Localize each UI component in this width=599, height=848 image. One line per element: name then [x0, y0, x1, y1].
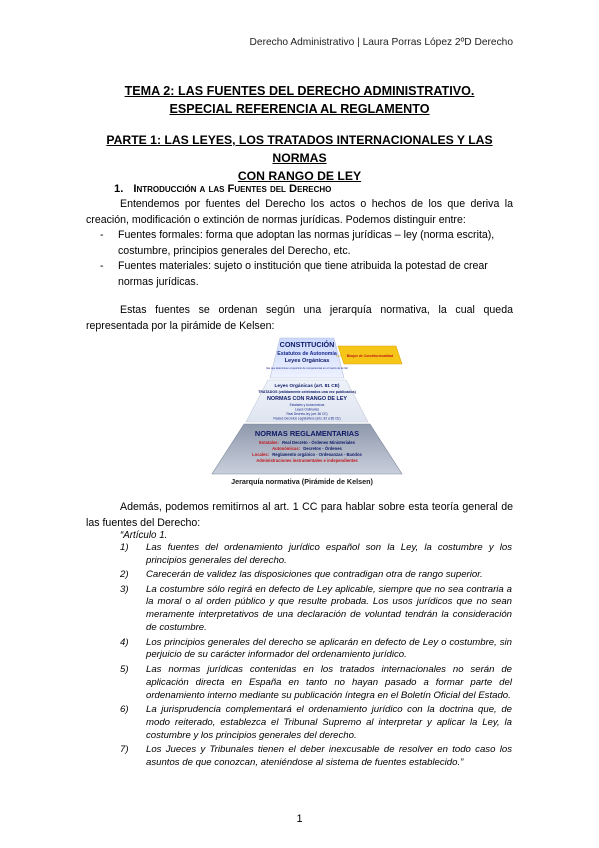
article-item-number: 3) — [120, 583, 129, 595]
list-item — [120, 637, 512, 663]
article-item-text: Carecerán de validez las disposiciones que contradigan otra de rango superior. — [146, 569, 483, 581]
list-item — [120, 584, 512, 636]
section-heading — [114, 183, 331, 195]
part-title-line-2: CON RANGO DE LEY — [237, 169, 362, 183]
article-heading: “Artículo 1. — [120, 530, 168, 541]
article-item-text: La costumbre sólo regirá en defecto de Ley aplicable, siempre que no sea contraria a la moral o al orden público y que resulte probada. Los usos jurídicos que no sean meramente interpretativos de una declaración de voluntad tendrán la consideración de costumbre. — [146, 583, 512, 634]
article-item-number: 2) — [120, 569, 129, 581]
article-item-text: La jurisprudencia complementará el ordenamiento jurídico con la doctrina que, de modo reiterado, establezca el Tribunal Supremo al interpretar y aplicar la Ley, la costumbre y los principios generales del derecho. — [146, 703, 512, 741]
pyramid-mid-sub4: Reales Decretos Legislativos (arts. 82 a 85 CE) — [273, 416, 341, 421]
pyramid-bottom-line3 — [252, 452, 362, 457]
article-item-text: Los Jueces y Tribunales tienen el deber inexcusable de resolver en todo caso los asuntos de que conozcan, ateniéndose al sistema de fuentes establecido.” — [146, 743, 512, 768]
pyramid-bottom-line1-key: Estatales: — [259, 440, 279, 445]
pyramid-mid-sub2: Leyes Ordinarias — [294, 407, 320, 412]
list-item — [100, 228, 513, 259]
list-item — [120, 664, 512, 703]
article-item-text: Los principios generales del derecho se aplicarán en defecto de Ley o costumbre, sin perjuicio de su carácter informador del ordenamiento jurídico. — [146, 636, 512, 661]
running-header: Derecho Administrativo | Laura Porras López 2ºD Derecho — [249, 37, 513, 48]
list-item — [120, 704, 512, 743]
pyramid-bottom-line2 — [272, 446, 342, 451]
list-item — [120, 744, 512, 770]
hierarchy-paragraph: Estas fuentes se ordenan según una jerarquía normativa, la cual queda representada por la pirámide de Kelsen: — [86, 304, 513, 332]
list-item — [120, 569, 512, 582]
article-item-number: 4) — [120, 636, 129, 648]
pyramid-badge-label: Bloque de Constitucionalidad — [346, 354, 394, 358]
pyramid-caption: Jerarquía normativa (Pirámide de Kelsen) — [231, 477, 373, 486]
pyramid-mid-title: NORMAS CON RANGO DE LEY — [267, 396, 347, 402]
part-title — [86, 131, 513, 185]
pyramid-bottom-line2-key: Autonómicas: — [272, 446, 301, 451]
article-item-text: Las fuentes del ordenamiento jurídico español son la Ley, la costumbre y los principios generales del derecho. — [146, 542, 512, 566]
list-item — [120, 542, 512, 568]
bullet-marker: - — [100, 260, 104, 273]
pyramid-bottom-line4: Administraciones instrumentales e independientes — [256, 458, 358, 463]
pyramid-bottom-line1-value: Real Decreto - Órdenes Ministeriales — [282, 440, 355, 445]
list-item — [100, 259, 513, 290]
article-item-number: 6) — [120, 703, 129, 715]
pyramid-top-title: CONSTITUCIÓN — [279, 340, 335, 349]
pyramid-bottom-line3-value: Reglamento orgánico - Ordenanzas - Bandos — [272, 452, 362, 457]
pyramid-mid-line2: TRATADOS (válidamente celebrados una vez publicados) — [258, 390, 356, 394]
section-title: Introducción a las Fuentes del Derecho — [133, 183, 332, 195]
article-item-number: 1) — [120, 542, 129, 553]
kelsen-pyramid-figure — [196, 336, 408, 488]
pyramid-top-sub1: Estatutos de Autonomía — [277, 351, 337, 357]
pyramid-mid-line1: Leyes Orgánicas (art. 81 CE) — [274, 384, 340, 389]
pyramid-bottom-line2-value: Decretos - Órdenes — [303, 446, 342, 451]
intro-paragraph: Entendemos por fuentes del Derecho los actos o hechos de los que deriva la creación, modificación o extinción de normas jurídicas. Podemos distinguir entre: — [86, 198, 513, 226]
pyramid-bottom-line1 — [259, 440, 355, 445]
list-item-text: Fuentes formales: forma que adoptan las normas jurídicas – ley (norma escrita), costumbre, principios generales del Derecho, etc. — [118, 229, 495, 257]
pyramid-top-note: (las que determinen el ejercicio de competencias en el marco de la CE) — [265, 367, 349, 370]
article-item-number: 7) — [120, 743, 129, 755]
pyramid-mid-sub1: Estatales y Autonómicas — [289, 403, 325, 407]
list-item-text: Fuentes materiales: sujeto o institución que tiene atribuida la potestad de crear normas jurídicas. — [118, 260, 488, 288]
pyramid-mid-sub3: Real Decreto-ley (art. 86 CE) — [286, 412, 328, 416]
document-title — [86, 82, 513, 118]
part-title-line-1: PARTE 1: LAS LEYES, LOS TRATADOS INTERNACIONALES Y LAS NORMAS — [106, 133, 493, 165]
pyramid-bottom-title: NORMAS REGLAMENTARIAS — [254, 429, 360, 438]
document-title-line-2: ESPECIAL REFERENCIA AL REGLAMENTO — [169, 102, 430, 116]
bullet-marker: - — [100, 229, 104, 241]
page-number: 1 — [296, 813, 303, 825]
article-list — [120, 542, 512, 771]
section-number: 1. — [114, 183, 124, 195]
pyramid-top-sub2: Leyes Orgánicas — [284, 358, 330, 364]
article-item-number: 5) — [120, 663, 129, 675]
pyramid-bottom-line3-key: Locales: — [252, 452, 270, 457]
article-intro-paragraph: Además, podemos remitirnos al art. 1 CC para hablar sobre esta teoría general de las fuentes del Derecho: — [86, 501, 513, 529]
document-title-line-1: TEMA 2: LAS FUENTES DEL DERECHO ADMINISTRATIVO. — [124, 84, 475, 98]
article-item-text: Las normas jurídicas contenidas en los tratados internacionales no serán de aplicación directa en España en tanto no hayan pasado a formar parte del ordenamiento interno mediante su publicación íntegra en el Boletín Oficial del Estado. — [146, 663, 512, 701]
sources-list — [100, 228, 513, 290]
